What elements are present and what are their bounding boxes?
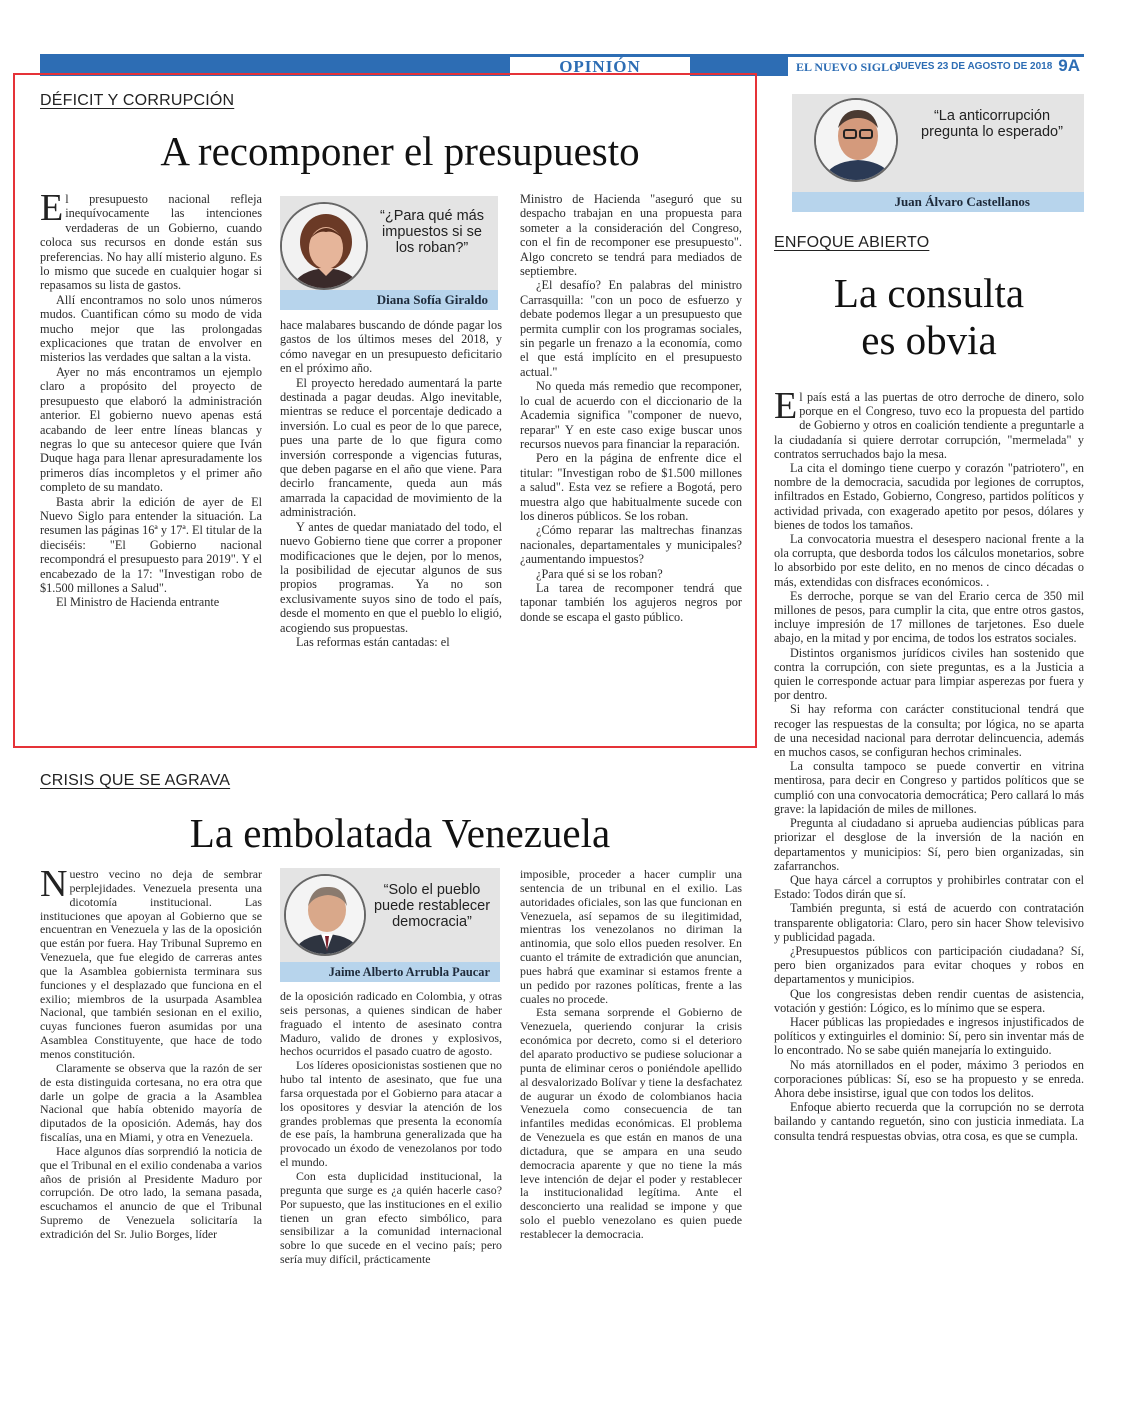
dropcap: E bbox=[774, 385, 798, 427]
article3-p12: Que los congresistas deben rendir cuentas de asistencia, votación y gestión: Lógico, es lo mínimo que se espera. bbox=[774, 986, 1084, 1015]
article1-col2-p3: Y antes de quedar maniatado del todo, el nuevo Gobierno tiene que correr a proponer modificaciones que le dejen, por lo menos, la posibilidad de ejecutar algunos de sus propios programas. Ya no son exclusivamente suyos sino de todo el país, desde el momento en que el pueblo lo eligió, acogiendo sus propuestas. bbox=[280, 519, 502, 635]
article2-col1-p3: Hace algunos días sorprendió la noticia de que el Tribunal en el exilio condenaba a varios años de prisión al Presidente Maduro por corrupción. De otro lado, la semana pasada, escuchamos el anuncio de que el Tribunal Supremo de Venezuela solicitaría la extradición del Sr. Julio Borges, líder bbox=[40, 1143, 262, 1241]
article3-p2: La cita el domingo tiene cuerpo y corazón "patriotero", en nombre de la democracia, sacudida por legiones de corruptos, infiltrados en Estado, Gobierno, Congreso, partidos políticos y actividad privada, con exagerado apetito por pesos, dólares y bienes de todos los tamaños. bbox=[774, 461, 1084, 532]
article3-body bbox=[774, 385, 1084, 1143]
article3-author-name: Juan Álvaro Castellanos bbox=[792, 192, 1084, 212]
portrait-juan-alvaro-castellanos-icon bbox=[814, 98, 898, 182]
article1-col2-p1: hace malabares buscando de dónde pagar los gastos de los últimos meses del 2018, y cómo navegar en un presupuesto deficitario en el próximo año. bbox=[280, 318, 502, 376]
article3-kicker: ENFOQUE ABIERTO bbox=[774, 234, 930, 251]
issue-date: JUEVES 23 DE AGOSTO DE 2018 bbox=[895, 61, 1053, 72]
article1-col1-p3: Ayer no más encontramos un ejemplo claro a propósito del proyecto de presupuesto que elaboró la administración anterior. El gobierno nuevo apenas está acabando de leer entre líneas blancas y negras lo que su antecesor quiere que Iván Duque haga para llenar apresuradamente los primeros días incompletos y el primer año completo de su mandato. bbox=[40, 364, 262, 495]
article2-col1-p2: Claramente se observa que la razón de ser de esta distinguida cortesana, no era otra que darle un golpe de gracia a la Asamblea Nacional que había obtenido mayoría de diputados de la oposición. Además, hay dos fiscalías, una en Miami, y otra en Venezuela. bbox=[40, 1060, 262, 1145]
article1-headline: A recomponer el presupuesto bbox=[160, 128, 640, 174]
article3-p13: Hacer públicas las propiedades e ingresos injustificados de políticos y extinguirles el dominio: Sí, pero sin inventar más de lo encontrado. No se sabe quién manejaría lo extinguido. bbox=[774, 1014, 1084, 1058]
article1-pull-quote bbox=[280, 196, 498, 310]
portrait-jaime-alberto-arrubla-icon bbox=[284, 874, 366, 956]
article3-p6: Si hay reforma con carácter constitucional tendrá que recoger las respuestas de la consulta; por lógica, no se aparta de una necesidad nacional para derrotar delincuencia, además en muchos casos, se configuran hechos criminales. bbox=[774, 702, 1084, 760]
article3-headline-line2: es obvia bbox=[861, 317, 997, 363]
article3-p7: La consulta tampoco se puede convertir en vitrina mentirosa, para decir en Congreso y partidos políticos que se cumplió con una convocatoria democrática; Pero callará lo más grave: la lapidación de miles de millones. bbox=[774, 759, 1084, 816]
article1-col3-p3: No queda más remedio que recomponer, lo cual de acuerdo con el diccionario de la Academia significa "componer de nuevo, reparar" Y en este caso exige buscar unos recursos nuevos para financiar la reparación. bbox=[520, 379, 742, 451]
masthead-right bbox=[788, 54, 1084, 76]
article1-col3-p7: La tarea de recomponer tendrá que taponar también los agujeros negros por donde se escapa el gasto público. bbox=[520, 580, 742, 624]
article1-col2-p4: Las reformas están cantadas: el bbox=[296, 634, 450, 649]
article2-kicker: CRISIS QUE SE AGRAVA bbox=[40, 772, 231, 789]
article2-pull-quote bbox=[280, 868, 500, 982]
article1-col3 bbox=[520, 192, 742, 624]
article1-kicker: DÉFICIT Y CORRUPCIÓN bbox=[40, 92, 235, 109]
article2-col1-p1: Nuestro vecino no deja de sembrar perplejidades. Venezuela presenta una dicotomía institucional. Las instituciones que apoyan al Gobierno que se encuentran en Venezuela y las de la oposición que están por fuera. Hay Tribunal Supremo en Venezuela, que fue elegido de carreras antes que la Asamblea gobiernista terminara sus funciones y el desplazado que funciona en el exilio; miembros de la usurpada Asamblea Nacional, que también sesionan en el exilio, cuyas funciones fueron asumidas por una Asamblea Constituyente, que hace de todo menos constitución. bbox=[40, 863, 262, 1061]
article2-col3 bbox=[520, 868, 742, 1242]
article1-col3-p1: Ministro de Hacienda "aseguró que su despacho trabajan en una propuesta para someter a la consideración del Congreso, con el fin de recomponer ese presupuesto". Algo concreto se tendrá para mediados de septiembre. bbox=[520, 192, 742, 279]
article3-p11: ¿Presupuestos públicos con participación ciudadana? Sí, pero bien organizados para evitar choques y robos en departamentos y municipios. bbox=[774, 943, 1084, 987]
article1-author-name: Diana Sofía Giraldo bbox=[280, 290, 498, 310]
article3-p5: Distintos organismos jurídicos civiles han sostenido que contra la corrupción, con siete preguntas, es a la Justicia a quien le corresponde actuar para limpiar asperezas por fuera y por dentro. bbox=[774, 645, 1084, 703]
article3-p1: El país está a las puertas de otro derroche de dinero, solo porque en el Congreso, tuvo eco la propuesta del partido de Gobierno y otros en coalición tendiente a preguntarle a la ciudadanía si quiere derrotar corrupción, "mermelada" y contratos serruchados bajo la mesa. bbox=[774, 385, 1084, 461]
article1-col2 bbox=[280, 318, 502, 649]
dropcap: N bbox=[40, 863, 68, 905]
dropcap: E bbox=[40, 187, 64, 229]
article2-col3-p2: Esta semana sorprende el Gobierno de Venezuela, queriendo conjurar la crisis económica por decreto, como si el deterioro del aparato productivo se pudiese solucionar a punta de eliminar ceros o poniéndole apellido al desvalorizado Bolívar y tiene la desfachatez de augurar un éxodo de colombianos hacia Venezuela como consecuencia de tan infantiles medidas económicas. El problema de Venezuela es que están en manos de una dictadura, que se ampara en una seudo democracia aparente y que no tiene la más leve intención de dejar el poder y restablecer la institucionalidad legítima. Ante el desconcierto una realidad se impone y que solo el pueblo venezolano es quien puede restablecer la democracia. bbox=[520, 1005, 742, 1241]
article2-author-name: Jaime Alberto Arrubla Paucar bbox=[280, 962, 500, 982]
article1-col2-p2: El proyecto heredado aumentará la parte destinada a pagar deudas. Algo inevitable, mientras se reduce el porcentaje dedicado a inversión. Lo cual es peor de lo que parece, pues una parte de lo que figura como inversión corresponde a vigencias futuras, que deben pagarse en el año que viene. Para decirlo francamente, queda aun más amarrada la capacidad de movimiento de la administración. bbox=[280, 375, 502, 520]
article1-col1-p5: El Ministro de Hacienda entrante bbox=[56, 595, 220, 610]
portrait-diana-sofia-giraldo-icon bbox=[280, 202, 368, 290]
article1-col3-p6: ¿Para qué si se los roban? bbox=[536, 566, 663, 581]
article2-col3-p1: imposible, proceder a hacer cumplir una sentencia de un tribunal en el exilio. Las autoridades oficiales, son las que funcionan en Venezuela, así sepamos de su ilegitimidad, mientras los venezolanos no diriman la antinomia, que solo ellos pueden resolver. En cuanto el trámite de extradición que anuncian, pues habrá que examinar si estamos frente a un pedido por razones políticas, frente a las cuales no procede. bbox=[520, 867, 742, 1006]
article2-col2-p3: Con esta duplicidad institucional, la pregunta que surge es ¿a quién hacerle caso? Por supuesto, que las instituciones en el exilio tienen un gran efecto simbólico, para sensibilizar a la comunidad internacional sobre lo que sucede en el vecino país; pero sería muy difícil, prácticamente bbox=[280, 1168, 502, 1267]
article3-p14: No más atornillados en el poder, máximo 3 periodos en corporaciones públicas: Sí, eso se ha propuesto y se enreda. Ahora debe insistirse, igual que con todos los delitos. bbox=[774, 1057, 1084, 1100]
article1-col1 bbox=[40, 187, 262, 610]
newspaper-name: EL NUEVO SIGLO bbox=[796, 60, 899, 74]
article1-col1-p1: El presupuesto nacional refleja inequívocamente las intenciones verdaderas de un Gobierno, cuando coloca sus recursos en donde están sus preferencias. No hay allí misterio alguno. Es lo mismo que sucede en cualquier hogar si repasamos su lista de gastos. bbox=[40, 187, 262, 293]
article3-p10: También pregunta, si está de acuerdo con contratación transparente obligatoria: Claro, pero sin hacer Show televisivo y publicidad pagada. bbox=[774, 901, 1084, 944]
article1-col3-p4: Pero en la página de enfrente dice el titular: "Investigan robo de $1.500 millones a salud". Esta vez se refiere a Bogotá, pero muestra algo que habitualmente sucede con los dineros públicos. Se los roban. bbox=[520, 451, 742, 523]
article3-p9: Que haya cárcel a corruptos y prohibirles contratar con el Estado: Todos dirán que sí. bbox=[774, 872, 1084, 902]
article3-p4: Es derroche, porque se van del Erario cerca de 350 mil millones de pesos, para cumplir la cita, que entre otros gastos, incluye impresión de 17 millones de tarjetones. Eso duele abajo, en la mitad y por encima, de todos los estratos sociales. bbox=[774, 588, 1084, 646]
article3-headline-line1: La consulta bbox=[833, 270, 1025, 316]
article2-col2 bbox=[280, 990, 502, 1267]
article2-headline: La embolatada Venezuela bbox=[189, 810, 611, 856]
article2-quote-text: “Solo el pueblo puede restablecer democracia” bbox=[373, 882, 491, 930]
article3-p3: La convocatoria muestra el desespero nacional frente a la ola corrupta, que desborda todos los cálculos monetarios, sobre lo absorbido por este delito, en no menos de cinco décadas o más, extendidas con disfraces económicos. . bbox=[774, 532, 1084, 589]
article2-col1 bbox=[40, 863, 262, 1242]
article1-col1-p4: Basta abrir la edición de ayer de El Nuevo Siglo para entender la situación. La resumen las páginas 16ª y 17ª. El titular de la dieciséis: "El Gobierno nacional recompondrá el presupuesto para 2019". Y el encabezado de la 17: "Investigan robo de $1.500 millones a Salud". bbox=[40, 494, 262, 595]
article1-col3-p2: ¿El desafío? En palabras del ministro Carrasquilla: "con un poco de esfuerzo y debate podemos llegar a un presupuesto que permita cumplir con los programas sociales, sin pegarle un frenazo a la economía, como el que está implícito en el presupuesto actual." bbox=[520, 278, 742, 379]
article3-p8: Pregunta al ciudadano si aprueba audiencias públicas para priorizar el desglose de la inversión de la nación en departamentos y municipios: Sí, pero bien organizadas, sin zafarranchos. bbox=[774, 816, 1084, 873]
article2-col2-p1: de la oposición radicado en Colombia, y otras seis personas, a quienes sindican de haber fraguado el intento de asesinato contra Maduro, valido de drones y explosivos, hechos ocurridos el pasado cuatro de agosto. bbox=[280, 989, 502, 1059]
article3-pull-quote bbox=[792, 94, 1084, 212]
article1-col3-p5: ¿Cómo reparar las maltrechas finanzas nacionales, departamentales y municipales? ¿aumentando impuestos? bbox=[520, 523, 742, 567]
article1-col1-p2: Allí encontramos no solo unos números mudos. Cuantifican cómo su modo de vida mucho mejor que las prolongadas explicaciones que tratan de envolver en misterios las verdades que saltan a la vista. bbox=[40, 292, 262, 365]
article3-headline bbox=[774, 270, 1084, 364]
article3-quote-text: “La anticorrupción pregunta lo esperado” bbox=[921, 108, 1063, 140]
article3-p15: Enfoque abierto recuerda que la corrupción no se derrota bailando y cantando reguetón, sino con justicia inmediata. La consulta tendrá respuestas obvias, otra cosa, es que se cumpla. bbox=[774, 1100, 1084, 1143]
article1-quote-text: “¿Para qué más impuestos si se los roban?” bbox=[380, 208, 484, 256]
page-number: 9A bbox=[1058, 56, 1080, 75]
section-name: OPINIÓN bbox=[510, 54, 690, 76]
article2-col2-p2: Los líderes oposicionistas sostienen que no hubo tal intento de asesinato, que fue una farsa orquestada por el Gobierno para atacar a los opositores y desviar la atención de los grandes problemas que presenta la economía de ese país, la hambruna generalizada que ha provocado un éxodo de venezolanos por todo el mundo. bbox=[280, 1058, 502, 1170]
